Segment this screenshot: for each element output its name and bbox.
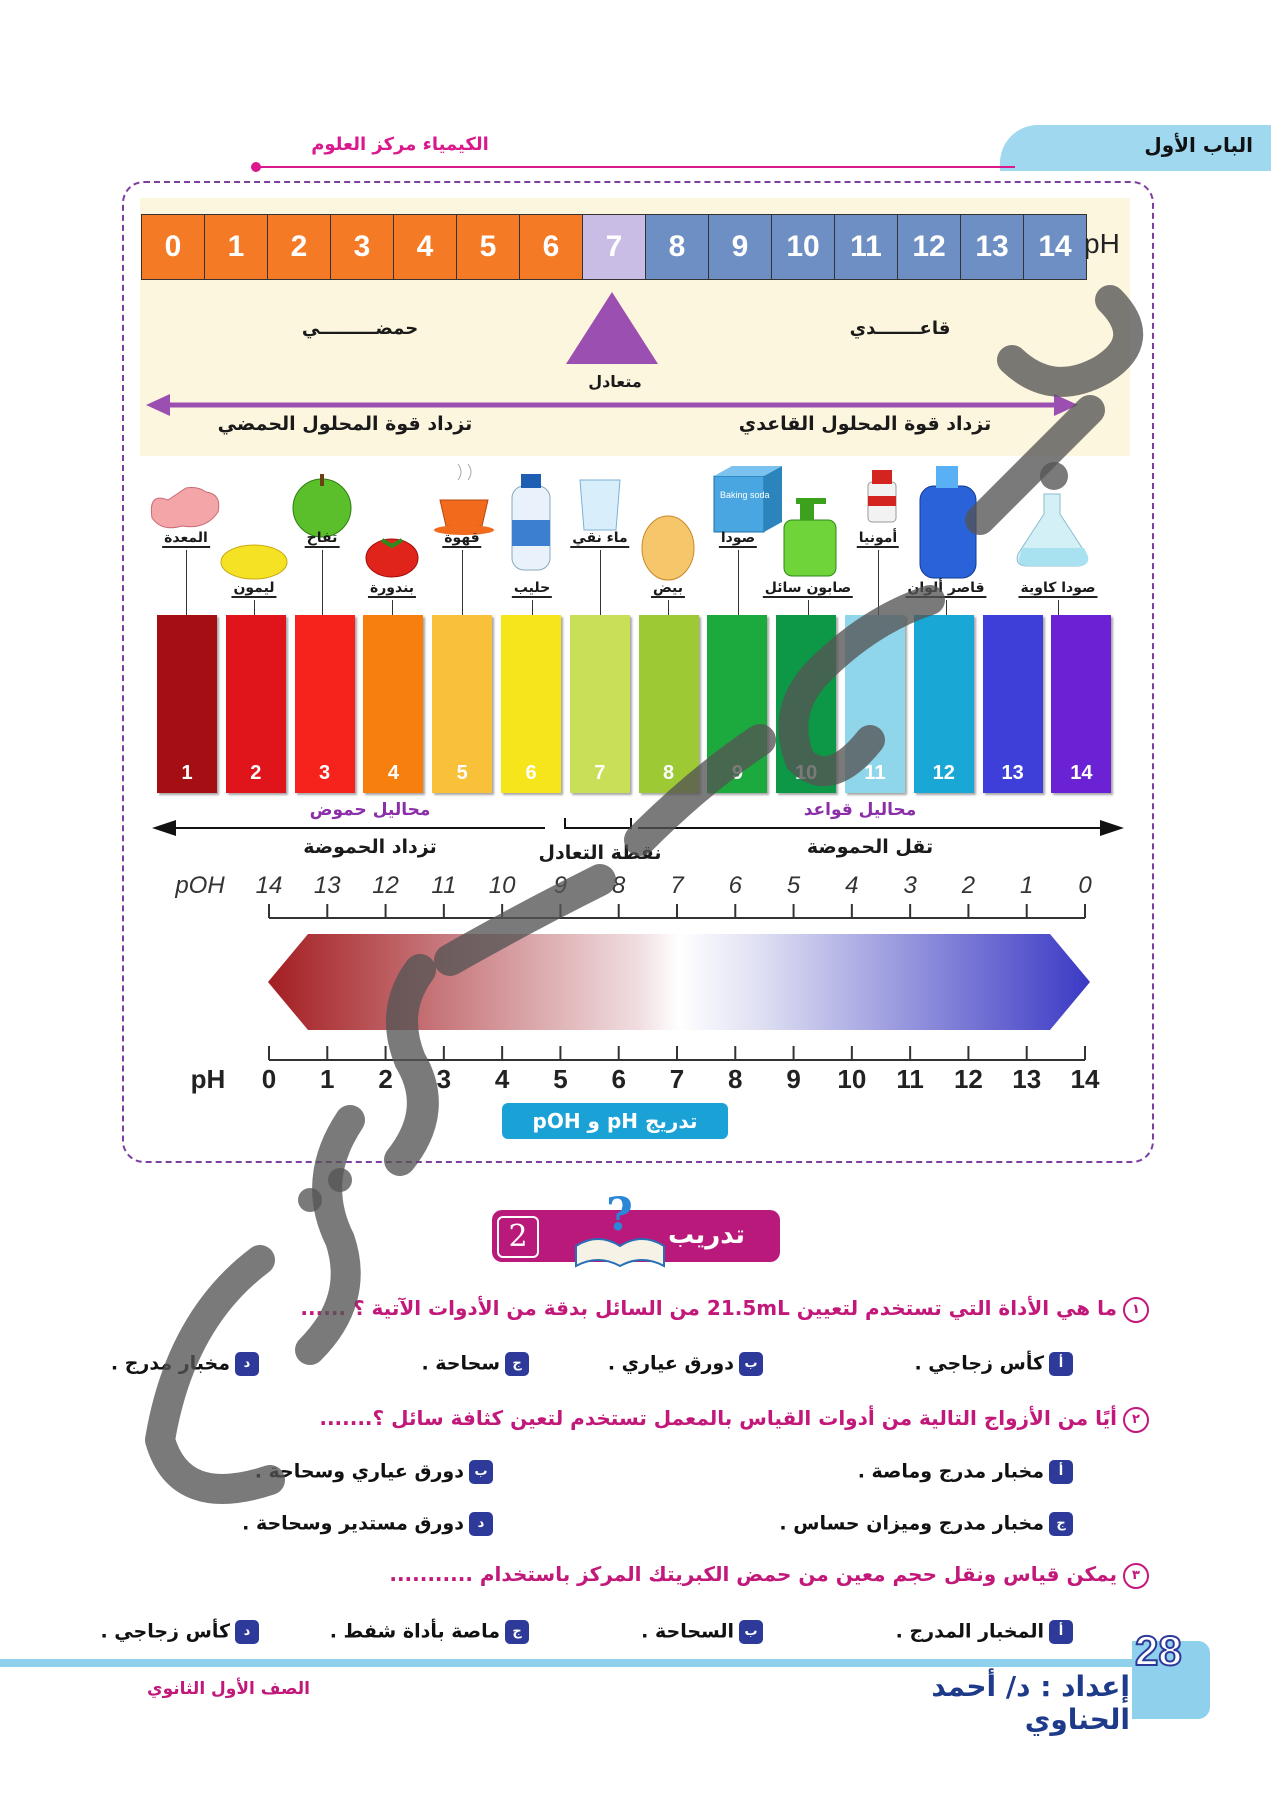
ph-cell-0: 0 bbox=[141, 214, 205, 280]
question-number: ٣ bbox=[1123, 1563, 1149, 1589]
option-text: السحاحة . bbox=[641, 1620, 734, 1643]
ph-tick-label: 5 bbox=[553, 1064, 568, 1094]
base-solutions-label: محاليل قواعد bbox=[803, 800, 917, 820]
question-2 bbox=[319, 1406, 1149, 1433]
poh-tick-label: 7 bbox=[670, 872, 684, 899]
option-text: مخبار مدرج وميزان حساس . bbox=[779, 1512, 1044, 1535]
poh-tick-label: 3 bbox=[903, 872, 917, 899]
poh-tick-label: 10 bbox=[488, 872, 516, 899]
option-text: مخبار مدرج . bbox=[110, 1352, 230, 1375]
poh-tick-label: 2 bbox=[961, 872, 976, 899]
option-3-1[interactable] bbox=[896, 1620, 1073, 1644]
question-number: ٢ bbox=[1123, 1407, 1149, 1433]
option-1-3[interactable] bbox=[421, 1352, 529, 1376]
author-credit: إعداد : د/ أحمد الحناوي bbox=[931, 1670, 1130, 1736]
basic-label: قاعـــــــدي bbox=[849, 318, 951, 339]
neutral-label: متعادل bbox=[588, 372, 642, 391]
option-text: المخبار المدرج . bbox=[895, 1620, 1044, 1643]
poh-tick-label: 14 bbox=[255, 872, 283, 899]
substance-label-text: قهوة bbox=[444, 530, 480, 546]
ph-bar-number: 14 bbox=[1070, 762, 1093, 784]
question-text: ما هي الأداة التي تستخدم لتعيين 21.5mL من السائل بدقة من الأدوات الآتية ؟ ...... bbox=[300, 1296, 1117, 1320]
ph-tick-label: 8 bbox=[728, 1064, 743, 1094]
ph-tick-label: 1 bbox=[320, 1064, 335, 1094]
substance-label-text: صابون سائل bbox=[764, 580, 852, 596]
baking-soda-text: Baking soda bbox=[720, 490, 770, 500]
substance-label-text: تفاح bbox=[306, 530, 338, 546]
option-3-4[interactable] bbox=[100, 1620, 259, 1644]
substance-label-text: ليمون bbox=[233, 580, 275, 596]
ph-bar-number: 3 bbox=[319, 762, 331, 784]
poh-tick-label: 12 bbox=[372, 872, 399, 899]
ph-tick-label: 0 bbox=[261, 1064, 277, 1094]
ph-tick-label: 11 bbox=[896, 1064, 924, 1094]
substance-label-text: ماء نقي bbox=[572, 530, 628, 546]
ph-tick-label: 12 bbox=[953, 1064, 983, 1094]
poh-tick-label: 1 bbox=[1020, 872, 1034, 899]
increasing-base-strength: تزداد قوة المحلول القاعدي bbox=[738, 413, 992, 435]
substance-label-text: قاصر ألوان bbox=[907, 580, 985, 596]
question-number: ١ bbox=[1123, 1297, 1149, 1323]
ph-cell-10: 10 bbox=[771, 214, 835, 280]
ph-tick-label: 6 bbox=[611, 1064, 626, 1094]
ph-scale-label: pH bbox=[1084, 228, 1120, 259]
svg-text:?: ? bbox=[606, 1187, 633, 1241]
ph-cell-7: 7 bbox=[582, 214, 646, 280]
option-3-2[interactable] bbox=[641, 1620, 763, 1644]
acidic-label: حمضـــــــــي bbox=[301, 318, 419, 339]
ph-tick-label: 14 bbox=[1070, 1064, 1100, 1094]
option-letter: أ bbox=[1049, 1460, 1073, 1484]
substance-label-text: بندورة bbox=[369, 580, 415, 596]
increasing-acid-strength: تزداد قوة المحلول الحمضي bbox=[217, 413, 473, 435]
ph-cell-13: 13 bbox=[960, 214, 1024, 280]
grade-label: الصف الأول الثانوي bbox=[146, 1679, 310, 1699]
ph-tick-label: 9 bbox=[786, 1064, 801, 1094]
substance-label-text: صودا كاوية bbox=[1020, 580, 1096, 596]
subject-title: الكيمياء مركز العلوم bbox=[311, 134, 489, 155]
poh-axis-label: pOH bbox=[175, 872, 225, 899]
ph-bar-number: 5 bbox=[456, 762, 468, 784]
ph-bar-number: 10 bbox=[795, 762, 818, 784]
option-letter: د bbox=[469, 1512, 493, 1536]
ph-bar-number: 1 bbox=[181, 762, 193, 784]
poh-tick-label: 6 bbox=[728, 872, 742, 899]
acid-solutions-label: محاليل حموض bbox=[309, 800, 431, 820]
substance-label-text: حليب bbox=[513, 580, 551, 596]
option-letter: ج bbox=[1049, 1512, 1073, 1536]
ph-gradient-band bbox=[268, 934, 1090, 1030]
option-1-4[interactable] bbox=[111, 1352, 259, 1376]
ph-bar-number: 13 bbox=[1001, 762, 1024, 784]
option-2-1[interactable] bbox=[858, 1460, 1073, 1484]
ph-bar-number: 9 bbox=[731, 762, 743, 784]
option-letter: ب bbox=[469, 1460, 493, 1484]
ph-tick-label: 10 bbox=[837, 1064, 867, 1094]
ph-cell-2: 2 bbox=[267, 214, 331, 280]
option-text: ماصة بأداة شفط . bbox=[329, 1620, 500, 1643]
ph-axis-label: pH bbox=[190, 1064, 226, 1094]
question-text: أيًا من الأزواج التالية من أدوات القياس بالمعمل تستخدم لتعين كثافة سائل ؟....... bbox=[319, 1406, 1117, 1430]
poh-tick-label: 0 bbox=[1078, 872, 1092, 899]
ph-bar-number: 4 bbox=[387, 762, 399, 784]
practice-number: 2 bbox=[497, 1216, 539, 1258]
question-1 bbox=[300, 1296, 1149, 1323]
ph-tick-label: 4 bbox=[494, 1064, 510, 1094]
ph-bar-number: 8 bbox=[663, 762, 675, 784]
option-2-3[interactable] bbox=[779, 1512, 1073, 1536]
poh-tick-label: 8 bbox=[612, 872, 626, 899]
ph-cell-6: 6 bbox=[519, 214, 583, 280]
ph-cell-12: 12 bbox=[897, 214, 961, 280]
ph-tick-label: 2 bbox=[378, 1064, 393, 1094]
ph-cell-4: 4 bbox=[393, 214, 457, 280]
option-text: دورق عياري . bbox=[607, 1352, 734, 1375]
ph-cell-5: 5 bbox=[456, 214, 520, 280]
option-letter: أ bbox=[1049, 1620, 1073, 1644]
option-letter: ب bbox=[739, 1352, 763, 1376]
poh-tick-label: 4 bbox=[845, 872, 859, 899]
question-3 bbox=[389, 1562, 1149, 1589]
more-acidic-label: تزداد الحموضة bbox=[303, 836, 437, 858]
option-letter: أ bbox=[1049, 1352, 1073, 1376]
neutral-point-label: نقطة التعادل bbox=[538, 842, 662, 864]
option-text: دورق مستدير وسحاحة . bbox=[242, 1512, 464, 1535]
option-text: كأس زجاجي . bbox=[100, 1620, 230, 1643]
substance-label-text: أمونيا bbox=[858, 530, 898, 546]
option-text: كأس زجاجي . bbox=[914, 1352, 1044, 1375]
footer-rule bbox=[0, 1659, 1210, 1667]
open-book-question-icon bbox=[570, 1176, 670, 1276]
ph-tick-label: 3 bbox=[436, 1064, 452, 1094]
ph-tick-label: 7 bbox=[669, 1064, 685, 1094]
question-text: يمكن قياس ونقل حجم معين من حمض الكبريتك المركز باستخدام ........... bbox=[389, 1562, 1117, 1586]
ph-bar-number: 7 bbox=[594, 762, 606, 784]
ph-cell-3: 3 bbox=[330, 214, 394, 280]
ph-cell-8: 8 bbox=[645, 214, 709, 280]
ph-cell-11: 11 bbox=[834, 214, 898, 280]
chapter-title: الباب الأول bbox=[1144, 133, 1253, 157]
ph-cell-14: 14 bbox=[1023, 214, 1087, 280]
figure-caption: تدريج pH و pOH bbox=[502, 1103, 728, 1139]
poh-tick-label: 9 bbox=[553, 872, 568, 899]
option-text: دورق عياري وسحاحة . bbox=[254, 1460, 464, 1483]
ph-bar-number: 6 bbox=[525, 762, 537, 784]
option-letter: ج bbox=[505, 1620, 529, 1644]
substance-label-text: المعدة bbox=[164, 530, 208, 546]
option-text: مخبار مدرج وماصة . bbox=[857, 1460, 1044, 1483]
option-letter: د bbox=[235, 1620, 259, 1644]
option-1-2[interactable] bbox=[608, 1352, 763, 1376]
substance-label-text: بيض bbox=[652, 580, 684, 596]
option-1-1[interactable] bbox=[914, 1352, 1073, 1376]
option-2-4[interactable] bbox=[242, 1512, 493, 1536]
option-letter: ب bbox=[739, 1620, 763, 1644]
poh-tick-label: 13 bbox=[313, 872, 341, 899]
ph-tick-label: 13 bbox=[1012, 1064, 1042, 1094]
substance-label-text: صودا bbox=[720, 530, 756, 546]
ph-cell-9: 9 bbox=[708, 214, 772, 280]
less-acidic-label: تقل الحموضة bbox=[806, 836, 934, 858]
poh-tick-label: 5 bbox=[786, 872, 801, 899]
ph-cell-1: 1 bbox=[204, 214, 268, 280]
poh-tick-label: 11 bbox=[431, 872, 457, 899]
page-number: 28 bbox=[1135, 1627, 1182, 1674]
ph-bar-number: 12 bbox=[932, 762, 955, 784]
option-letter: ج bbox=[505, 1352, 529, 1376]
option-letter: د bbox=[235, 1352, 259, 1376]
ph-bar-number: 2 bbox=[250, 762, 262, 784]
practice-title: تدريب bbox=[668, 1220, 746, 1250]
option-3-3[interactable] bbox=[330, 1620, 529, 1644]
ph-bar-number: 11 bbox=[864, 762, 886, 784]
option-text: سحاحة . bbox=[421, 1352, 500, 1375]
option-2-2[interactable] bbox=[255, 1460, 493, 1484]
